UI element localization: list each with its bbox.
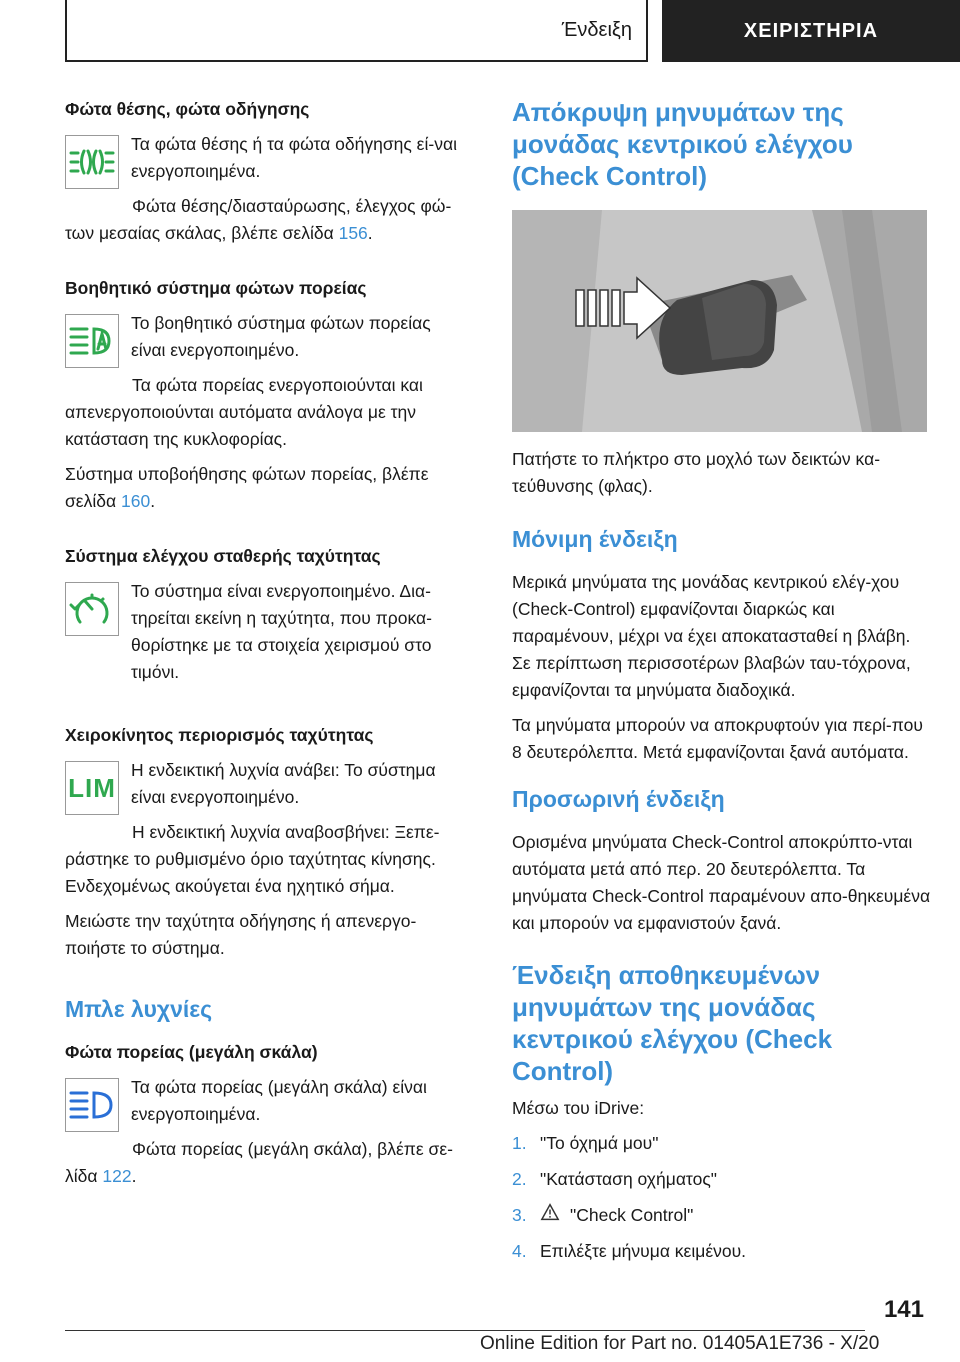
permanent-heading: Μόνιμη ένδειξη	[512, 526, 678, 552]
footer-edition: Online Edition for Part no. 01405A1E736 - X/20	[480, 1333, 880, 1354]
section-heading: Βοηθητικό σύστημα φώτων πορείας	[65, 278, 367, 298]
high-beam-assist-section	[65, 275, 465, 515]
paragraph: Φώτα πορείας (μεγάλη σκάλα), βλέπε σε-λίδα 122.	[65, 1139, 453, 1186]
indicator-stalk-photo	[512, 210, 927, 432]
footer-divider	[65, 1330, 865, 1331]
section-tab	[65, 0, 648, 62]
paragraph: Σύστημα υποβοήθησης φώτων πορείας, βλέπε σελίδα 160.	[65, 464, 429, 511]
paragraph: Το σύστημα είναι ενεργοποιημένο. Δια-τηρείται εκείνη η ταχύτητα, που προκα-θορίστηκε με τα στοιχεία χειρισμού στο τιμόνι.	[131, 581, 432, 682]
paragraph: Τα φώτα θέσης ή τα φώτα οδήγησης εί-ναι ενεργοποιημένα.	[131, 134, 457, 181]
paragraph: Μερικά μηνύματα της μονάδας κεντρικού ελέγ-χου (Check-Control) εμφανίζονται διαρκώς και παραμένουν, μέχρι να έχει αποκατασταθεί η βλάβη. Σε περίπτωση περισσοτέρων βλαβών ταυ-τόχρονα, εμφανίζονται τα μηνύματα διαδοχικά.	[512, 572, 911, 700]
paragraph: Τα φώτα πορείας (μεγάλη σκάλα) είναι ενεργοποιημένα.	[131, 1077, 427, 1124]
section-title: Ένδειξη	[561, 18, 632, 41]
section-heading: Χειροκίνητος περιορισμός ταχύτητας	[65, 725, 374, 745]
list-item: 4. Επιλέξτε μήνυμα κειμένου.	[512, 1241, 747, 1261]
hide-messages-heading: Απόκρυψη μηνυμάτων της μονάδας κεντρικού ελέγχου (Check Control)	[512, 97, 853, 191]
paragraph: Η ενδεικτική λυχνία ανάβει: Το σύστημα είναι ενεργοποιημένο.	[131, 760, 436, 807]
page-link[interactable]: 122	[102, 1166, 132, 1186]
position-lights-section	[65, 96, 465, 247]
paragraph: Το βοηθητικό σύστημα φώτων πορείας είναι ενεργοποιημένο.	[131, 313, 431, 360]
paragraph: Η ενδεικτική λυχνία αναβοσβήνει: Ξεπε-ράστηκε το ρυθμισμένο όριο ταχύτητας κίνησης. Ενδεχομένως ακούγεται ένα ηχητικό σήμα.	[65, 822, 440, 896]
list-item: 3. "Check Control"	[512, 1202, 932, 1229]
high-beam-assist-icon	[65, 314, 119, 368]
section-heading: Φώτα πορείας (μεγάλη σκάλα)	[65, 1042, 318, 1062]
paragraph: Μειώστε την ταχύτητα οδήγησης ή απενεργο-ποιήστε το σύστημα.	[65, 911, 417, 958]
chapter-title: ΧΕΙΡΙΣΤΗΡΙΑ	[743, 19, 879, 42]
cruise-control-icon	[65, 582, 119, 636]
paragraph: Ορισμένα μηνύματα Check-Control αποκρύπτο-νται αυτόματα μετά από περ. 20 δευτερόλεπτα. Τα μηνύματα Check-Control παραμένουν απο-θηκευμένα και μπορούν να εμφανιστούν ξανά.	[512, 832, 931, 933]
page-number: 141	[883, 1296, 924, 1323]
page-link[interactable]: 160	[120, 491, 151, 511]
right-column	[512, 96, 932, 1274]
list-item: 2. "Κατάσταση οχήματος"	[512, 1169, 717, 1189]
section-heading: Σύστημα ελέγχου σταθερής ταχύτητας	[65, 546, 381, 566]
steps-list	[512, 1130, 932, 1265]
cruise-control-section	[65, 543, 465, 694]
high-beam-section	[65, 1039, 465, 1190]
page-link[interactable]: 156	[338, 223, 368, 243]
warning-triangle-icon	[540, 1202, 570, 1229]
high-beam-icon	[65, 1078, 119, 1132]
stored-messages-heading: Ένδειξη αποθηκευμένων μηνυμάτων της μονάδας κεντρικού ελέγχου (Check Control)	[512, 960, 833, 1086]
photo-caption: Πατήστε το πλήκτρο στο μοχλό των δεικτών κα-τεύθυνσης (φλας).	[512, 449, 881, 496]
page-header	[65, 0, 960, 64]
paragraph: Τα φώτα πορείας ενεργοποιούνται και απενεργοποιούνται αυτόματα ανάλογα με την κατάσταση της κυκλοφορίας.	[65, 375, 423, 449]
speed-limiter-icon: LIM	[65, 761, 119, 815]
speed-limiter-section	[65, 722, 465, 962]
blue-lights-heading: Μπλε λυχνίες	[65, 996, 213, 1022]
temporary-heading: Προσωρινή ένδειξη	[512, 786, 725, 812]
parking-lights-icon	[65, 135, 119, 189]
list-item: 1. "Το όχημά μου"	[512, 1133, 659, 1153]
left-column	[65, 96, 465, 1198]
paragraph: Φώτα θέσης/διασταύρωσης, έλεγχος φώ-των μεσαίας σκάλας, βλέπε σελίδα 156.	[65, 196, 452, 243]
paragraph: Μέσω του iDrive:	[512, 1098, 645, 1118]
chapter-tab	[662, 0, 960, 62]
section-heading: Φώτα θέσης, φώτα οδήγησης	[65, 99, 310, 119]
paragraph: Τα μηνύματα μπορούν να αποκρυφτούν για περί-που 8 δευτερόλεπτα. Μετά εμφανίζονται ξανά αυτόματα.	[512, 715, 923, 762]
